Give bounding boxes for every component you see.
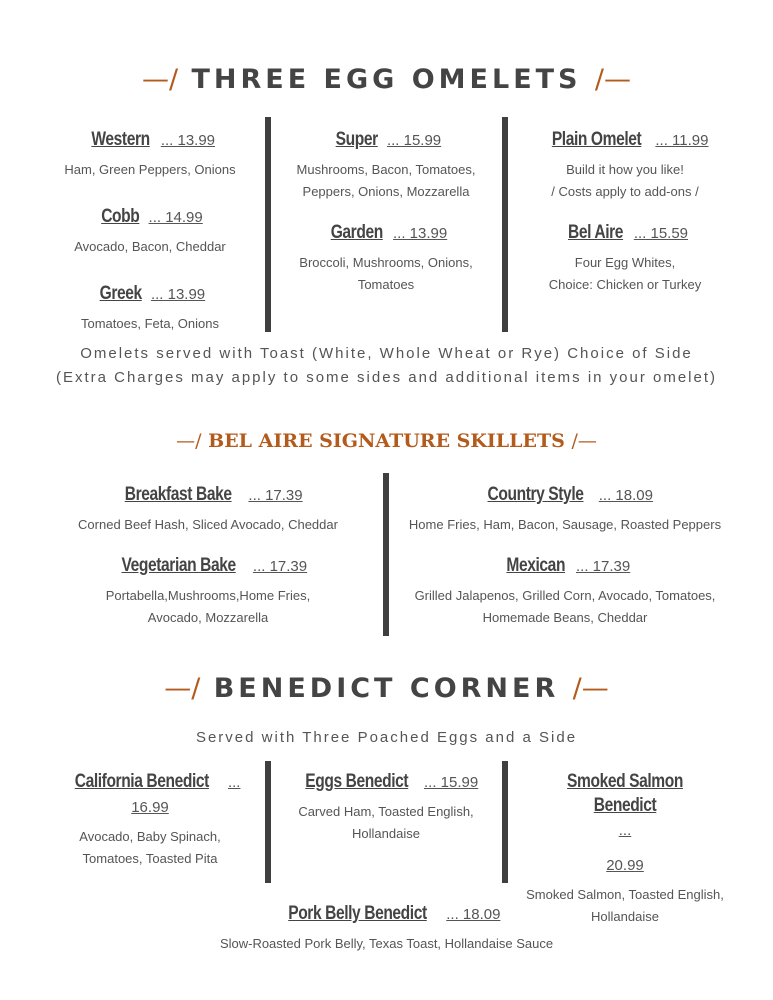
column-divider (265, 117, 271, 332)
item-name: Eggs Benedict (305, 771, 408, 792)
title-deco-right: /— (594, 64, 632, 95)
item-desc: Corned Beef Hash, Sliced Avocado, Cheddar (78, 517, 338, 532)
item-price: ... 11.99 (655, 132, 709, 149)
item-desc-line-1: Mushrooms, Bacon, Tomatoes, (296, 162, 476, 177)
menu-item-cobb (45, 205, 255, 258)
item-desc-line-1: Build it how you like! (566, 162, 684, 177)
omelets-col-3 (515, 128, 735, 310)
benedict-subtitle: Served with Three Poached Eggs and a Side (195, 729, 578, 746)
omelets-title (0, 64, 773, 95)
item-desc: Ham, Green Peppers, Onions (64, 162, 236, 177)
item-desc-line-2: Avocado, Mozzarella (147, 610, 269, 625)
item-price: ... 13.99 (393, 225, 448, 242)
item-desc-line-1: Four Egg Whites, (574, 255, 676, 270)
omelets-note-line-1: Omelets served with Toast (White, Whole Wheat or Rye) Choice of Side (80, 345, 693, 362)
omelets-title-text: THREE EGG OMELETS (191, 64, 582, 95)
item-desc: Slow-Roasted Pork Belly, Texas Toast, Hollandaise Sauce (219, 936, 554, 951)
item-desc-line-2: Hollandaise (591, 909, 659, 924)
item-price: ... 17.39 (576, 558, 631, 575)
item-price: ... 16.99 (131, 774, 241, 816)
item-name: Bel Aire (568, 222, 624, 243)
item-desc: Home Fries, Ham, Bacon, Sausage, Roasted Peppers (408, 517, 722, 532)
item-desc-line-2: Tomatoes (357, 277, 415, 292)
column-divider (502, 761, 508, 883)
menu-item-plain-omelet (515, 128, 735, 203)
item-name: Garden (330, 222, 383, 243)
item-price: ... 13.99 (150, 286, 206, 303)
item-name: Country Style (487, 484, 584, 505)
benedict-title (0, 673, 773, 704)
column-divider (383, 473, 389, 636)
item-price: 20.99 (606, 857, 644, 874)
menu-item-pork-belly-benedict (0, 902, 773, 955)
title-deco-right: /— (572, 673, 609, 704)
omelets-col-1 (45, 128, 255, 349)
menu-item-western (45, 128, 255, 181)
item-name: Western (91, 129, 150, 150)
column-divider (502, 117, 508, 332)
item-desc-line-2: Choice: Chicken or Turkey (548, 277, 702, 292)
item-desc-line-1: Portabella,Mushrooms,Home Fries, (105, 588, 311, 603)
item-price: ... 17.39 (248, 487, 303, 504)
item-name: Super (335, 129, 378, 150)
skillets-col-1 (58, 483, 358, 643)
benedict-col-2 (280, 770, 492, 859)
item-price-dots: ... (618, 822, 632, 839)
item-desc-line-2: Hollandaise (352, 826, 420, 841)
menu-item-country-style (405, 483, 725, 536)
item-desc: Tomatoes, Feta, Onions (80, 316, 219, 331)
item-price: ... 18.09 (598, 487, 653, 504)
menu-item-greek (45, 282, 255, 335)
skillets-title (0, 430, 773, 452)
skillets-col-2 (405, 483, 725, 643)
menu-item-eggs-benedict (280, 770, 492, 845)
column-divider (265, 761, 271, 883)
item-name: Cobb (101, 206, 140, 227)
benedict-col-1 (45, 770, 255, 884)
item-name: Plain Omelet (551, 129, 641, 150)
benedict-bottom (0, 902, 773, 969)
omelets-note (0, 342, 773, 390)
item-price: ... 17.39 (252, 558, 308, 575)
benedict-title-text: BENEDICT CORNER (213, 673, 560, 704)
item-name: Greek (99, 283, 142, 304)
item-desc-line-2: Peppers, Onions, Mozzarella (302, 184, 470, 199)
item-desc-line-1: Carved Ham, Toasted English, (298, 804, 474, 819)
item-price: ... 13.99 (160, 132, 216, 149)
item-desc-line-2: Homemade Beans, Cheddar (482, 610, 648, 625)
item-desc-line-1: Broccoli, Mushrooms, Onions, (299, 255, 473, 270)
menu-item-breakfast-bake (58, 483, 358, 536)
item-price: ... 15.99 (424, 774, 479, 791)
omelets-col-2 (280, 128, 492, 310)
item-name: California Benedict (74, 771, 209, 792)
item-price: ... 15.59 (633, 225, 689, 242)
item-desc-line-1: Smoked Salmon, Toasted English, (526, 887, 724, 902)
item-desc: Avocado, Bacon, Cheddar (74, 239, 226, 254)
item-price: ... 18.09 (446, 906, 501, 923)
title-deco-left: —/ (176, 430, 202, 452)
menu-item-mexican (405, 554, 725, 629)
item-desc-line-1: Avocado, Baby Spinach, (79, 829, 221, 844)
menu-item-california-benedict (45, 770, 255, 870)
item-desc-line-1: Grilled Jalapenos, Grilled Corn, Avocado, Tomatoes, (414, 588, 716, 603)
item-desc-line-2: Tomatoes, Toasted Pita (82, 851, 218, 866)
item-name: Mexican (506, 555, 565, 576)
menu-item-bel-aire (515, 221, 735, 296)
item-name: Breakfast Bake (125, 484, 232, 505)
menu-item-vegetarian-bake (58, 554, 358, 629)
item-price: ... 14.99 (148, 209, 203, 226)
menu-item-super (280, 128, 492, 203)
item-name: Vegetarian Bake (121, 555, 236, 576)
item-desc-line-2: / Costs apply to add-ons / (551, 184, 699, 199)
title-deco-left: —/ (164, 673, 201, 704)
menu-item-garden (280, 221, 492, 296)
title-deco-left: —/ (141, 64, 179, 95)
skillets-title-text: BEL AIRE SIGNATURE SKILLETS (208, 430, 565, 452)
item-name: Smoked Salmon Benedict (567, 771, 683, 816)
title-deco-right: /— (571, 430, 597, 452)
item-price: ... 15.99 (386, 132, 442, 149)
omelets-note-line-2: (Extra Charges may apply to some sides and additional items in your omelet) (55, 369, 718, 386)
item-name: Pork Belly Benedict (287, 903, 427, 924)
